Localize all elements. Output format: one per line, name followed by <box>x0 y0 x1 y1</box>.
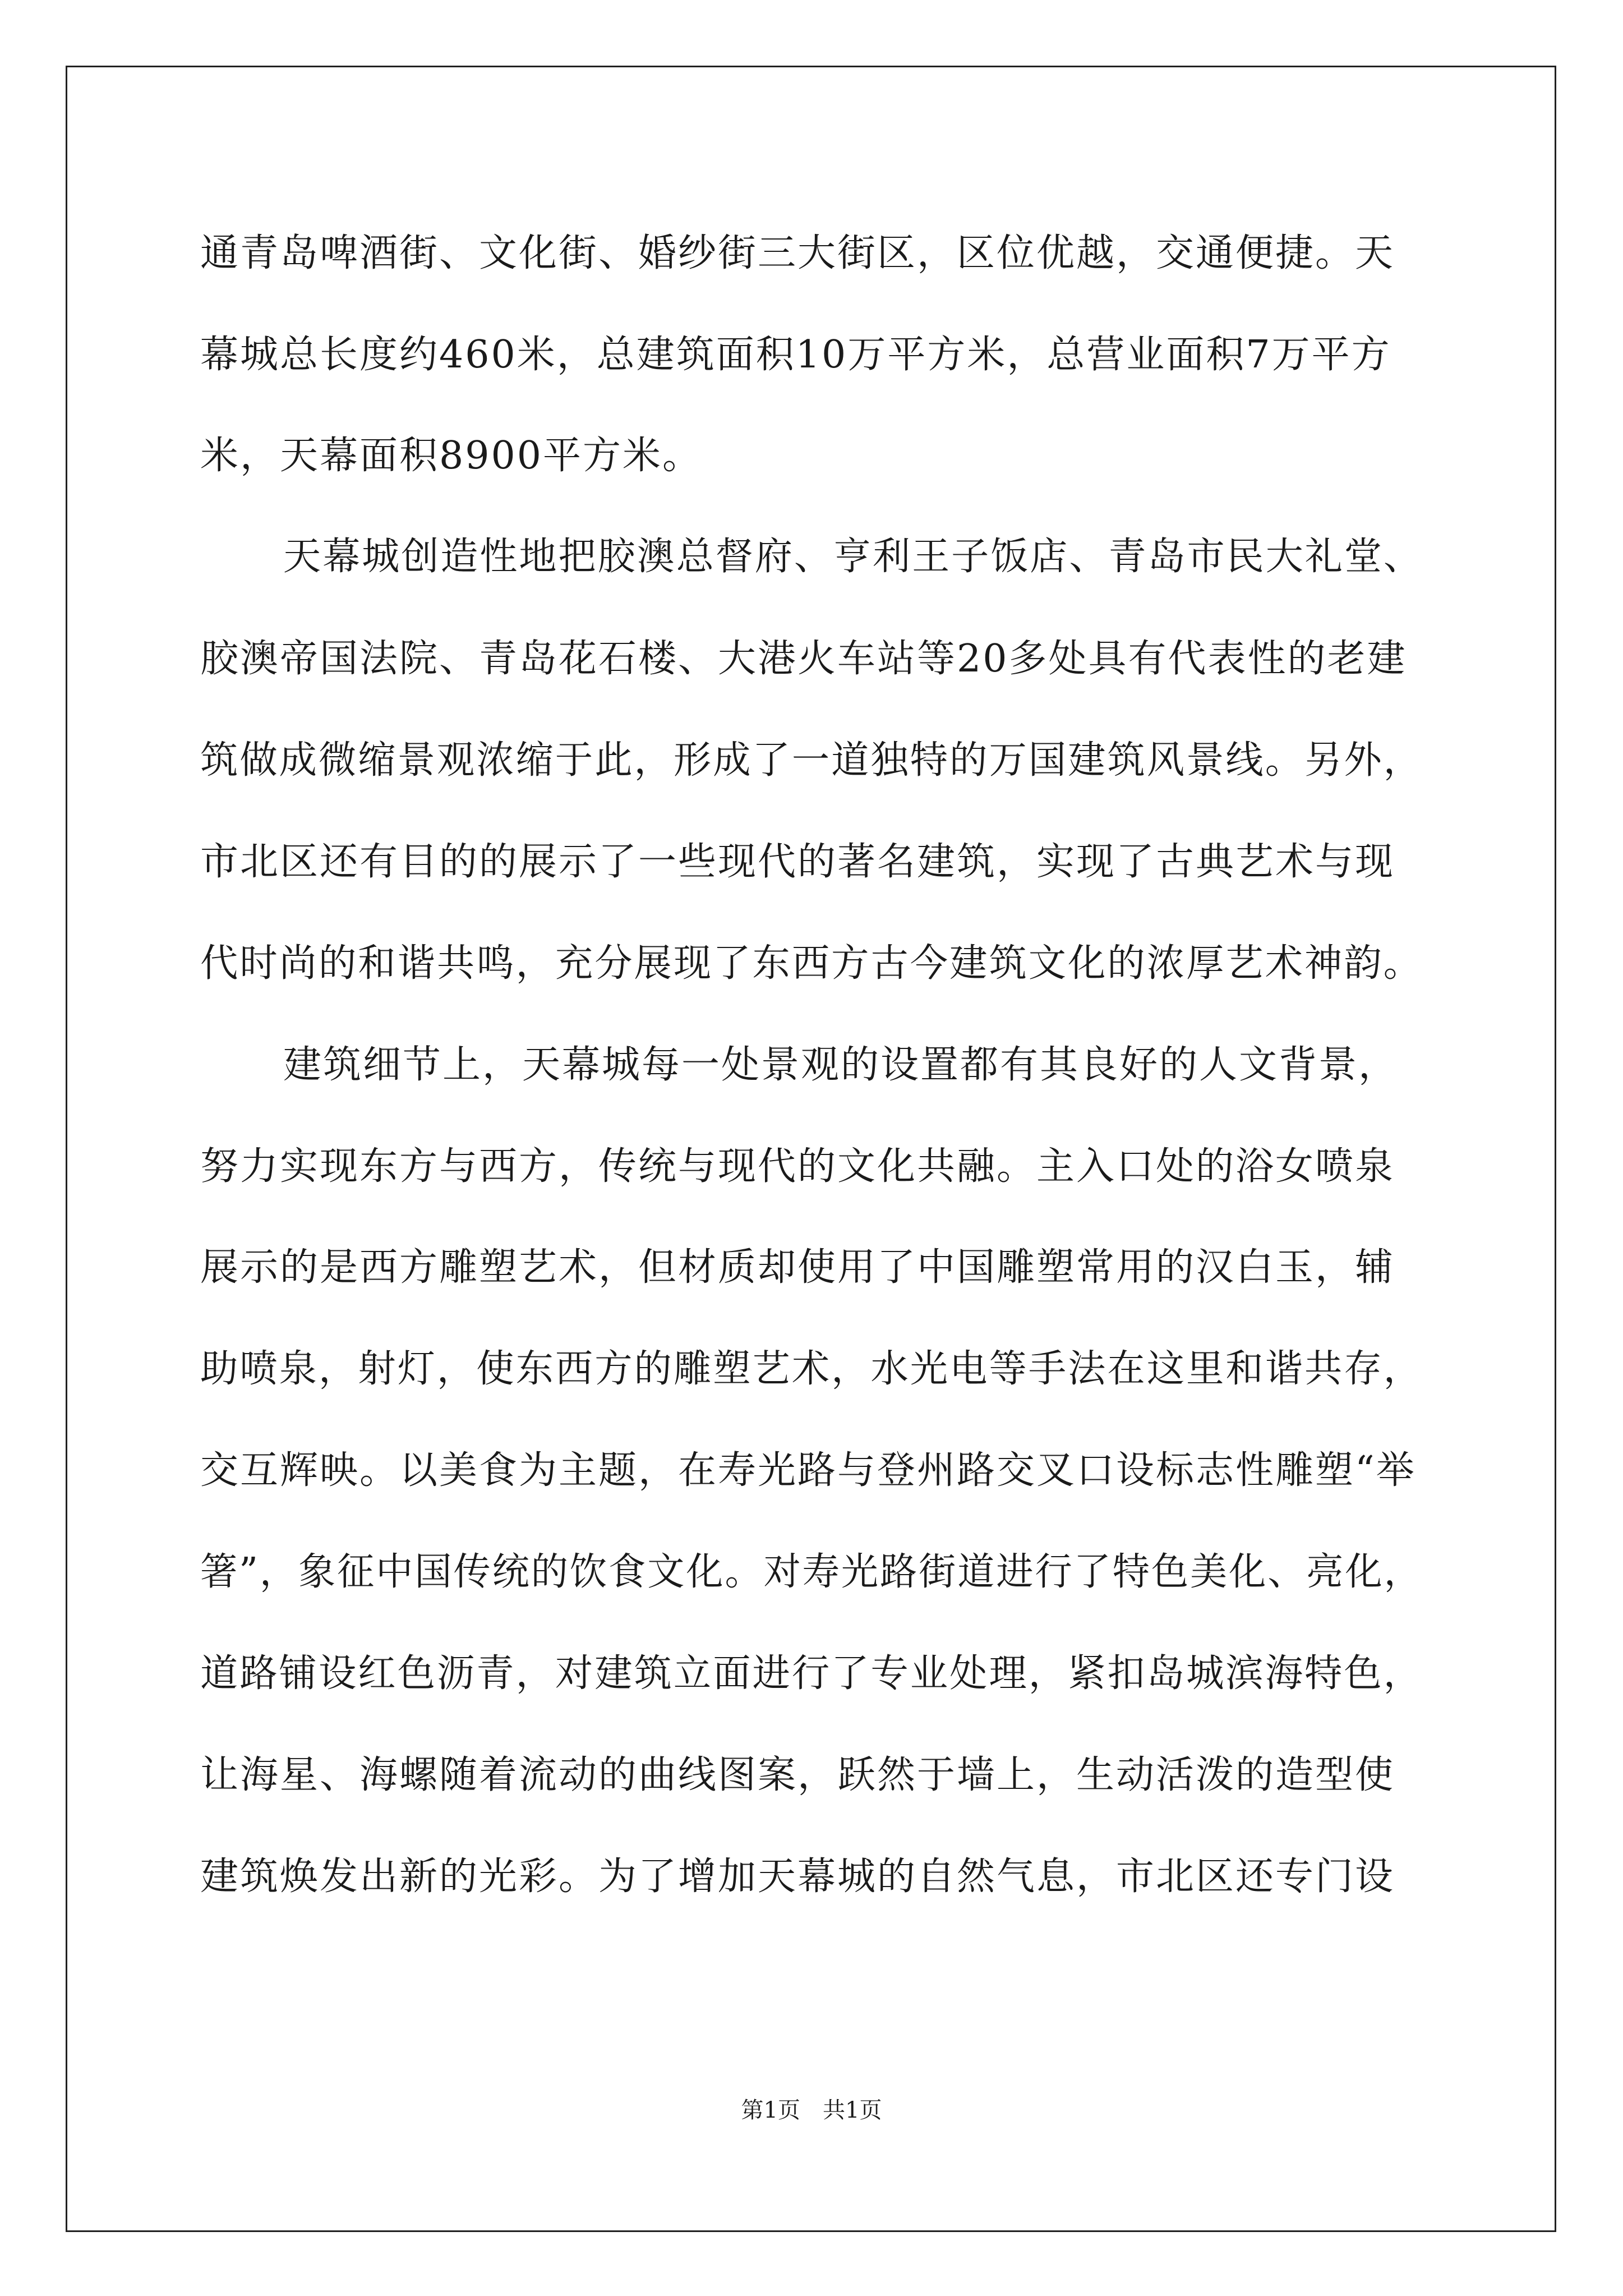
text-line: 助喷泉，射灯，使东西方的雕塑艺术，水光电等手法在这里和谐共存， <box>200 1347 1423 1391</box>
text-line: 代时尚的和谐共鸣，充分展现了东西方古今建筑文化的浓厚艺术神韵。 <box>200 941 1423 986</box>
text-line: 箸”，象征中国传统的饮食文化。对寿光路街道进行了特色美化、亮化， <box>200 1550 1423 1594</box>
text-line: 建筑焕发出新的光彩。为了增加天幕城的自然气息，市北区还专门设 <box>200 1855 1395 1899</box>
paragraph-start-line: 建筑细节上，天幕城每一处景观的设置都有其良好的人文背景， <box>283 1043 1399 1087</box>
text-line: 努力实现东方与西方，传统与现代的文化共融。主入口处的浴女喷泉 <box>200 1144 1395 1189</box>
text-line: 市北区还有目的的展示了一些现代的著名建筑，实现了古典艺术与现 <box>200 840 1395 884</box>
text-line: 幕城总长度约460米，总建筑面积10万平方米，总营业面积7万平方 <box>200 333 1391 377</box>
text-line: 筑做成微缩景观浓缩于此，形成了一道独特的万国建筑风景线。另外， <box>200 738 1423 783</box>
text-line: 道路铺设红色沥青，对建筑立面进行了专业处理，紧扣岛城滨海特色， <box>200 1651 1423 1696</box>
text-line: 胶澳帝国法院、青岛花石楼、大港火车站等20多处具有代表性的老建 <box>200 637 1407 681</box>
text-line: 让海星、海螺随着流动的曲线图案，跃然于墙上，生动活泼的造型使 <box>200 1753 1395 1797</box>
page-footer: 第1页 共1页 <box>741 2097 882 2123</box>
text-line: 米，天幕面积8900平方米。 <box>200 434 703 478</box>
text-line: 展示的是西方雕塑艺术，但材质却使用了中国雕塑常用的汉白玉，辅 <box>200 1245 1395 1290</box>
text-line: 通青岛啤酒街、文化街、婚纱街三大街区，区位优越，交通便捷。天 <box>200 231 1395 275</box>
text-line: 交互辉映。以美食为主题，在寿光路与登州路交叉口设标志性雕塑“举 <box>200 1448 1416 1493</box>
paragraph-start-line: 天幕城创造性地把胶澳总督府、亨利王子饭店、青岛市民大礼堂、 <box>283 535 1423 579</box>
